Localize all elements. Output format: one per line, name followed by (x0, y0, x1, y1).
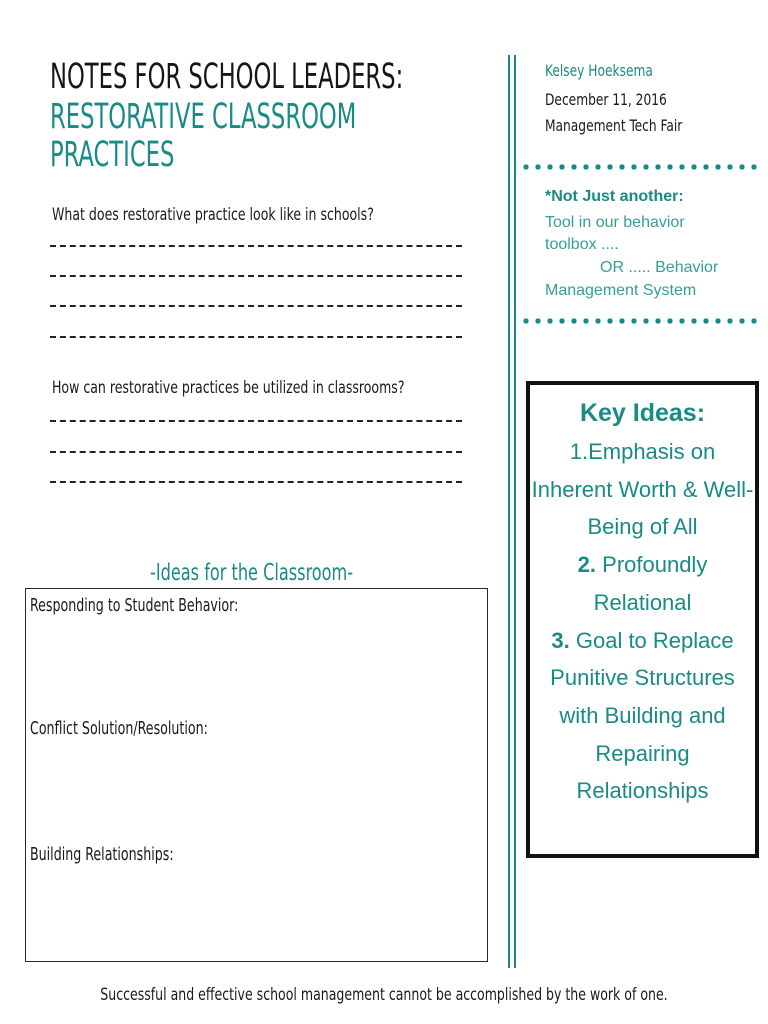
footer-quote (0, 985, 768, 1005)
key-idea-text: Profoundly Relational (593, 552, 708, 615)
note-line: Management System (545, 282, 697, 299)
key-idea-3 (530, 622, 755, 811)
question-2: How can restorative practices be utilized in classrooms? (52, 378, 405, 398)
note-line: toolbox .... (545, 236, 619, 253)
key-idea-2 (530, 546, 755, 621)
answer-line (50, 336, 462, 338)
dotted-divider (520, 318, 760, 324)
label-responding: Responding to Student Behavior: (30, 595, 239, 616)
page-title: NOTES FOR SCHOOL LEADERS: (50, 57, 404, 97)
answer-line (50, 245, 462, 247)
ideas-heading: -Ideas for the Classroom- (150, 560, 354, 586)
note-title: *Not Just another: (545, 188, 684, 205)
author-name: Kelsey Hoeksema (545, 61, 653, 80)
event-name: Management Tech Fair (545, 116, 683, 135)
key-idea-1 (530, 433, 755, 546)
key-ideas-list (530, 433, 755, 810)
subtitle-line-1: RESTORATIVE CLASSROOM (50, 97, 357, 137)
answer-line (50, 420, 462, 422)
key-ideas-title: Key Ideas: (579, 399, 706, 427)
column-divider (514, 55, 516, 968)
answer-line (50, 305, 462, 307)
event-date: December 11, 2016 (545, 90, 667, 109)
label-relationships: Building Relationships: (30, 844, 174, 865)
dotted-divider (520, 164, 760, 170)
ideas-box (25, 588, 488, 962)
key-idea-text: Goal to Replace Punitive Structures with Building and Repairing Relationships (550, 627, 735, 804)
key-idea-number: 1. (569, 439, 589, 464)
note-line: OR ..... Behavior (600, 259, 719, 276)
page-subtitle (50, 99, 482, 175)
key-idea-text: Emphasis on Inherent Worth & Well-Being of All (531, 439, 754, 540)
footer-quote-text: Successful and effective school management cannot be accomplished by the work of one. (100, 985, 668, 1005)
column-divider (508, 55, 510, 968)
key-idea-number: 2. (577, 552, 597, 578)
key-ideas-box (526, 381, 759, 858)
subtitle-line-2: PRACTICES (50, 134, 175, 175)
question-1: What does restorative practice look like in schools? (52, 205, 374, 225)
answer-line (50, 275, 462, 277)
answer-line (50, 481, 462, 483)
label-conflict: Conflict Solution/Resolution: (30, 718, 208, 739)
answer-line (50, 451, 462, 453)
note-line: Tool in our behavior (545, 214, 685, 231)
key-idea-number: 3. (551, 627, 570, 653)
